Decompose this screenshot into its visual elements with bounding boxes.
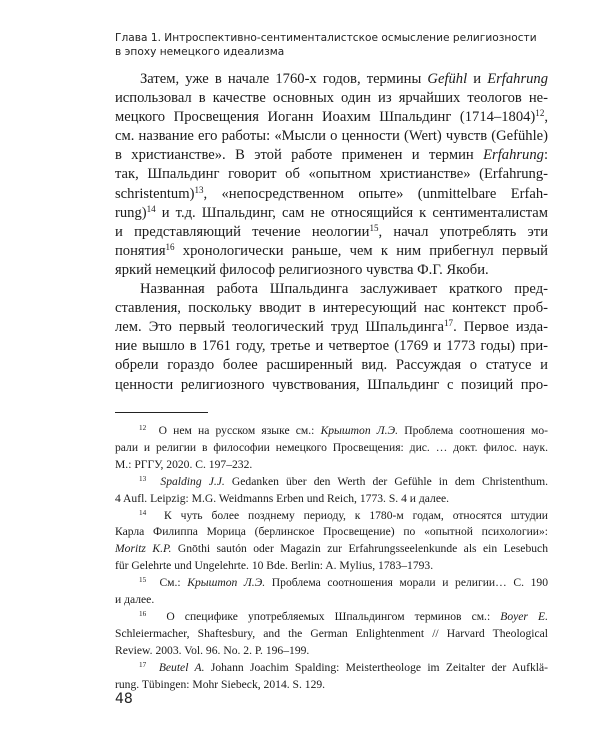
text-segment: К чуть более позднему периоду, к 1780-м годам, относятся штудии bbox=[163, 508, 549, 522]
text-segment: См.: bbox=[159, 576, 188, 590]
text-line bbox=[115, 457, 548, 474]
text-line bbox=[115, 524, 548, 541]
text-line bbox=[115, 541, 548, 558]
text-segment: обрели гораздо более расширенный вид. Рассуждая о статусе и bbox=[115, 357, 548, 374]
italic-text: Erfahrung bbox=[487, 71, 549, 87]
text-line bbox=[115, 280, 548, 299]
footnote-number: 14 bbox=[139, 508, 147, 517]
text-segment: хронологически раньше, чем к ним прибегнул первый bbox=[174, 242, 548, 259]
footnote-separator bbox=[115, 412, 208, 413]
text-segment: рали и религии в философии немецкого Просвещения: дис. … докт. филос. наук. bbox=[115, 440, 548, 454]
footnote-12 bbox=[115, 423, 548, 474]
text-segment: Schleiermacher, Shaftesbury, and the German Enlightenment // Harvard Theological bbox=[115, 626, 548, 640]
footnote-reference: 15 bbox=[369, 222, 379, 233]
text-line bbox=[115, 423, 548, 440]
text-segment: М.: РГГУ, 2020. С. 197–232. bbox=[115, 457, 253, 471]
text-line bbox=[115, 204, 548, 223]
text-line bbox=[115, 592, 548, 609]
text-line bbox=[115, 660, 548, 677]
running-header-line: в эпоху немецкого идеализма bbox=[115, 46, 285, 58]
text-line bbox=[115, 70, 548, 89]
text-line bbox=[115, 185, 548, 204]
text-line bbox=[115, 508, 548, 525]
text-line bbox=[115, 165, 548, 184]
italic-text: Beutel A. bbox=[158, 660, 205, 674]
footnote-13 bbox=[115, 474, 548, 508]
footnote-number: 12 bbox=[139, 424, 147, 433]
footnote-reference: 16 bbox=[165, 241, 175, 252]
running-header bbox=[115, 31, 555, 59]
text-segment: . Первое изда- bbox=[453, 319, 549, 336]
text-segment: Затем, уже в начале 1760-х годов, термины bbox=[140, 71, 428, 87]
text-segment: Gedanken über den Werth der Gefühle in dem Christenthum. bbox=[224, 474, 548, 488]
italic-text: Moritz K.P. bbox=[115, 542, 172, 556]
text-line bbox=[115, 242, 548, 261]
text-segment: в христианстве». В этой работе применен и термин bbox=[115, 147, 484, 164]
text-line bbox=[115, 575, 548, 592]
text-segment: О специфике употребляемых Шпальдингом терминов см.: bbox=[166, 609, 501, 623]
text-segment: ставления, поскольку вводит в интересующий нас контекст проб- bbox=[115, 300, 548, 317]
text-segment: Проблема соотношения мо- bbox=[398, 424, 548, 437]
text-line bbox=[115, 626, 548, 643]
text-segment: яркий немецкий философ религиозного чувства Ф.Г. Якоби. bbox=[115, 261, 489, 278]
text-line bbox=[115, 440, 548, 457]
footnote-17 bbox=[115, 660, 548, 694]
text-segment: 4 Aufl. Leipzig: M.G. Weidmanns Erben und Reich, 1773. S. 4 и далее. bbox=[115, 491, 450, 505]
text-line bbox=[115, 127, 548, 146]
italic-text: Крыштоп Л.Э. bbox=[187, 576, 266, 590]
text-segment: Названная работа Шпальдинга заслуживает краткого пред- bbox=[140, 281, 548, 298]
text-segment: так, Шпальдинг говорит об «опытном христианстве» (Erfahrung- bbox=[115, 166, 548, 183]
text-line bbox=[115, 146, 548, 165]
italic-text: Spalding J.J. bbox=[160, 474, 225, 488]
footnote-number: 16 bbox=[139, 610, 147, 619]
text-segment: , начал употреблять эти bbox=[378, 223, 548, 240]
italic-text: Крыштоп Л.Э. bbox=[320, 424, 399, 437]
text-segment: мецкого Просвещения Иоганн Иоахим Шпальдинг (1714–1804) bbox=[115, 109, 536, 126]
text-line bbox=[115, 337, 548, 356]
text-segment: Gnōthi sautón oder Magazin zur Erfahrungsseelenkunde als ein Lesebuch bbox=[171, 542, 548, 556]
footnote-16 bbox=[115, 609, 548, 660]
text-line bbox=[115, 318, 548, 337]
text-line bbox=[115, 558, 548, 575]
text-line bbox=[115, 474, 548, 491]
page-number: 48 bbox=[115, 691, 133, 707]
footnote-15 bbox=[115, 575, 548, 609]
text-line bbox=[115, 376, 548, 395]
text-segment: Johann Joachim Spalding: Meistertheologe im Zeitalter der Aufklä- bbox=[204, 660, 548, 674]
text-segment: и далее. bbox=[115, 593, 155, 607]
body-text bbox=[115, 70, 548, 395]
text-segment: О нем на русском языке см.: bbox=[158, 424, 321, 437]
text-segment: понятия bbox=[115, 242, 166, 259]
footnote-reference: 13 bbox=[194, 184, 204, 195]
text-segment: и представляющий течение неологии bbox=[115, 223, 370, 240]
text-line bbox=[115, 261, 548, 280]
text-segment: rung. Tübingen: Mohr Siebeck, 2014. S. 129. bbox=[115, 677, 326, 691]
text-line bbox=[115, 356, 548, 375]
text-segment: rung) bbox=[115, 204, 147, 221]
footnotes bbox=[115, 423, 548, 694]
footnote-14 bbox=[115, 508, 548, 576]
text-segment: лем. Это первый теологический труд Шпальдинга bbox=[115, 319, 445, 336]
footnote-number: 13 bbox=[139, 474, 147, 483]
text-line bbox=[115, 89, 548, 108]
text-segment: см. название его работы: «Мысли о ценности (Wert) чувств (Gefühle) bbox=[115, 128, 548, 145]
text-line bbox=[115, 108, 548, 127]
text-segment: : bbox=[543, 147, 548, 164]
text-segment: и т.д. Шпальдинг, сам не относящийся к сентименталистам bbox=[155, 204, 548, 221]
italic-text: Erfahrung bbox=[483, 147, 544, 164]
running-header-line: Глава 1. Интроспективно-сентименталистское осмысление религиозности bbox=[115, 32, 537, 44]
paragraph bbox=[115, 70, 548, 280]
text-segment: Карла Филиппа Морица (берлинское Просвещение) по «опытной психологии»: bbox=[115, 525, 548, 539]
footnote-reference: 14 bbox=[146, 203, 156, 214]
text-line bbox=[115, 223, 548, 242]
paragraph bbox=[115, 280, 548, 395]
footnote-reference: 17 bbox=[444, 318, 454, 329]
footnote-reference: 12 bbox=[535, 108, 545, 119]
text-segment: ценности религиозного чувствования, Шпальдинг с позиций про- bbox=[115, 376, 548, 393]
text-segment: использовал в качестве основных один из ярчайших теологов не- bbox=[115, 90, 548, 107]
text-segment: и bbox=[467, 71, 488, 87]
italic-text: Gefühl bbox=[427, 71, 468, 87]
italic-text: Boyer E. bbox=[500, 609, 548, 623]
footnote-number: 17 bbox=[139, 660, 147, 669]
text-line bbox=[115, 609, 548, 626]
text-segment: , «непосредственном опыте» (unmittelbare Erfah- bbox=[203, 185, 548, 202]
text-segment: , bbox=[544, 109, 548, 126]
footnote-number: 15 bbox=[139, 576, 147, 585]
text-segment: Проблема соотношения морали и религии… С. 190 bbox=[265, 576, 548, 590]
text-line bbox=[115, 643, 548, 660]
text-line bbox=[115, 677, 548, 694]
text-segment: für Gelehrte und Ungelehrte. 10 Bde. Berlin: A. Mylius, 1783–1793. bbox=[115, 559, 434, 573]
text-segment: ние вышло в 1761 году, третье и четвертое (1769 и 1773 годы) при- bbox=[115, 338, 548, 355]
text-line bbox=[115, 299, 548, 318]
text-segment: schristentum) bbox=[115, 185, 195, 202]
text-segment: Review. 2003. Vol. 96. No. 2. P. 196–199. bbox=[115, 643, 310, 657]
text-line bbox=[115, 491, 548, 508]
